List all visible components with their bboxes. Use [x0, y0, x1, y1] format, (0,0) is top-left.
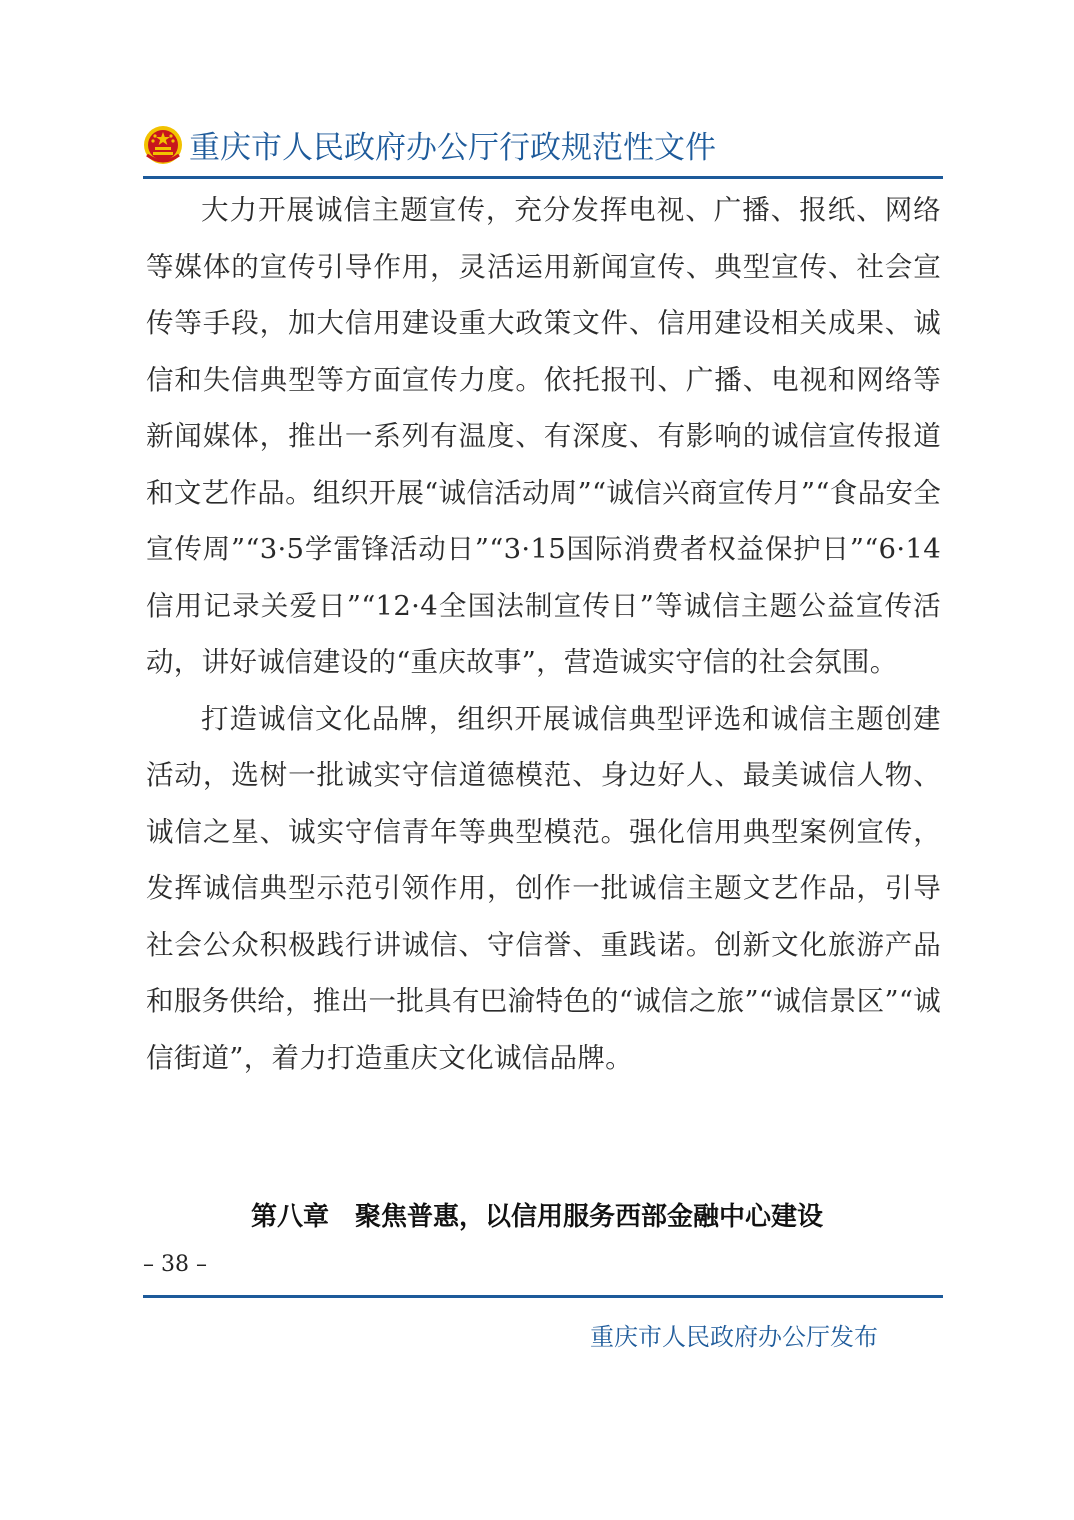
page-number: – 38 – — [143, 1252, 207, 1277]
header-title: 重庆市人民政府办公厅行政规范性文件 — [189, 130, 716, 166]
paragraph-integrity-publicity: 大力开展诚信主题宣传，充分发挥电视、广播、报纸、网络等媒体的宣传引导作用，灵活运用新闻宣传、典型宣传、社会宣传等手段，加大信用建设重大政策文件、信用建设相关成果、诚信和失信典型等方面宣传力度。依托报刊、广播、电视和网络等新闻媒体，推出一系列有温度、有深度、有影响的诚信宣传报道和文艺作品。组织开展“诚信活动周”“诚信兴商宣传月”“食品安全宣传周”“3·5学雷锋活动日”“3·15国际消费者权益保护日”“6·14信用记录关爱日”“12·4全国法制宣传日”等诚信主题公益宣传活动，讲好诚信建设的“重庆故事”，营造诚实守信的社会氛围。 — [146, 194, 941, 678]
header-divider — [143, 176, 943, 179]
chapter-heading: 第八章 聚焦普惠，以信用服务西部金融中心建设 — [250, 1202, 823, 1232]
footer-publisher: 重庆市人民政府办公厅发布 — [590, 1323, 878, 1351]
paragraph-integrity-brand: 打造诚信文化品牌，组织开展诚信典型评选和诚信主题创建活动，选树一批诚实守信道德模范、身边好人、最美诚信人物、诚信之星、诚实守信青年等典型模范。强化信用典型案例宣传，发挥诚信典型示范引领作用，创作一批诚信主题文艺作品，引导社会公众积极践行讲诚信、守信誉、重践诺。创新文化旅游产品和服务供给，推出一批具有巴渝特色的“诚信之旅”“诚信景区”“诚信街道”，着力打造重庆文化诚信品牌。 — [146, 702, 941, 1074]
footer-divider — [143, 1295, 943, 1298]
national-emblem-icon — [143, 125, 183, 165]
document-body — [146, 182, 941, 1086]
page-header — [143, 122, 716, 167]
